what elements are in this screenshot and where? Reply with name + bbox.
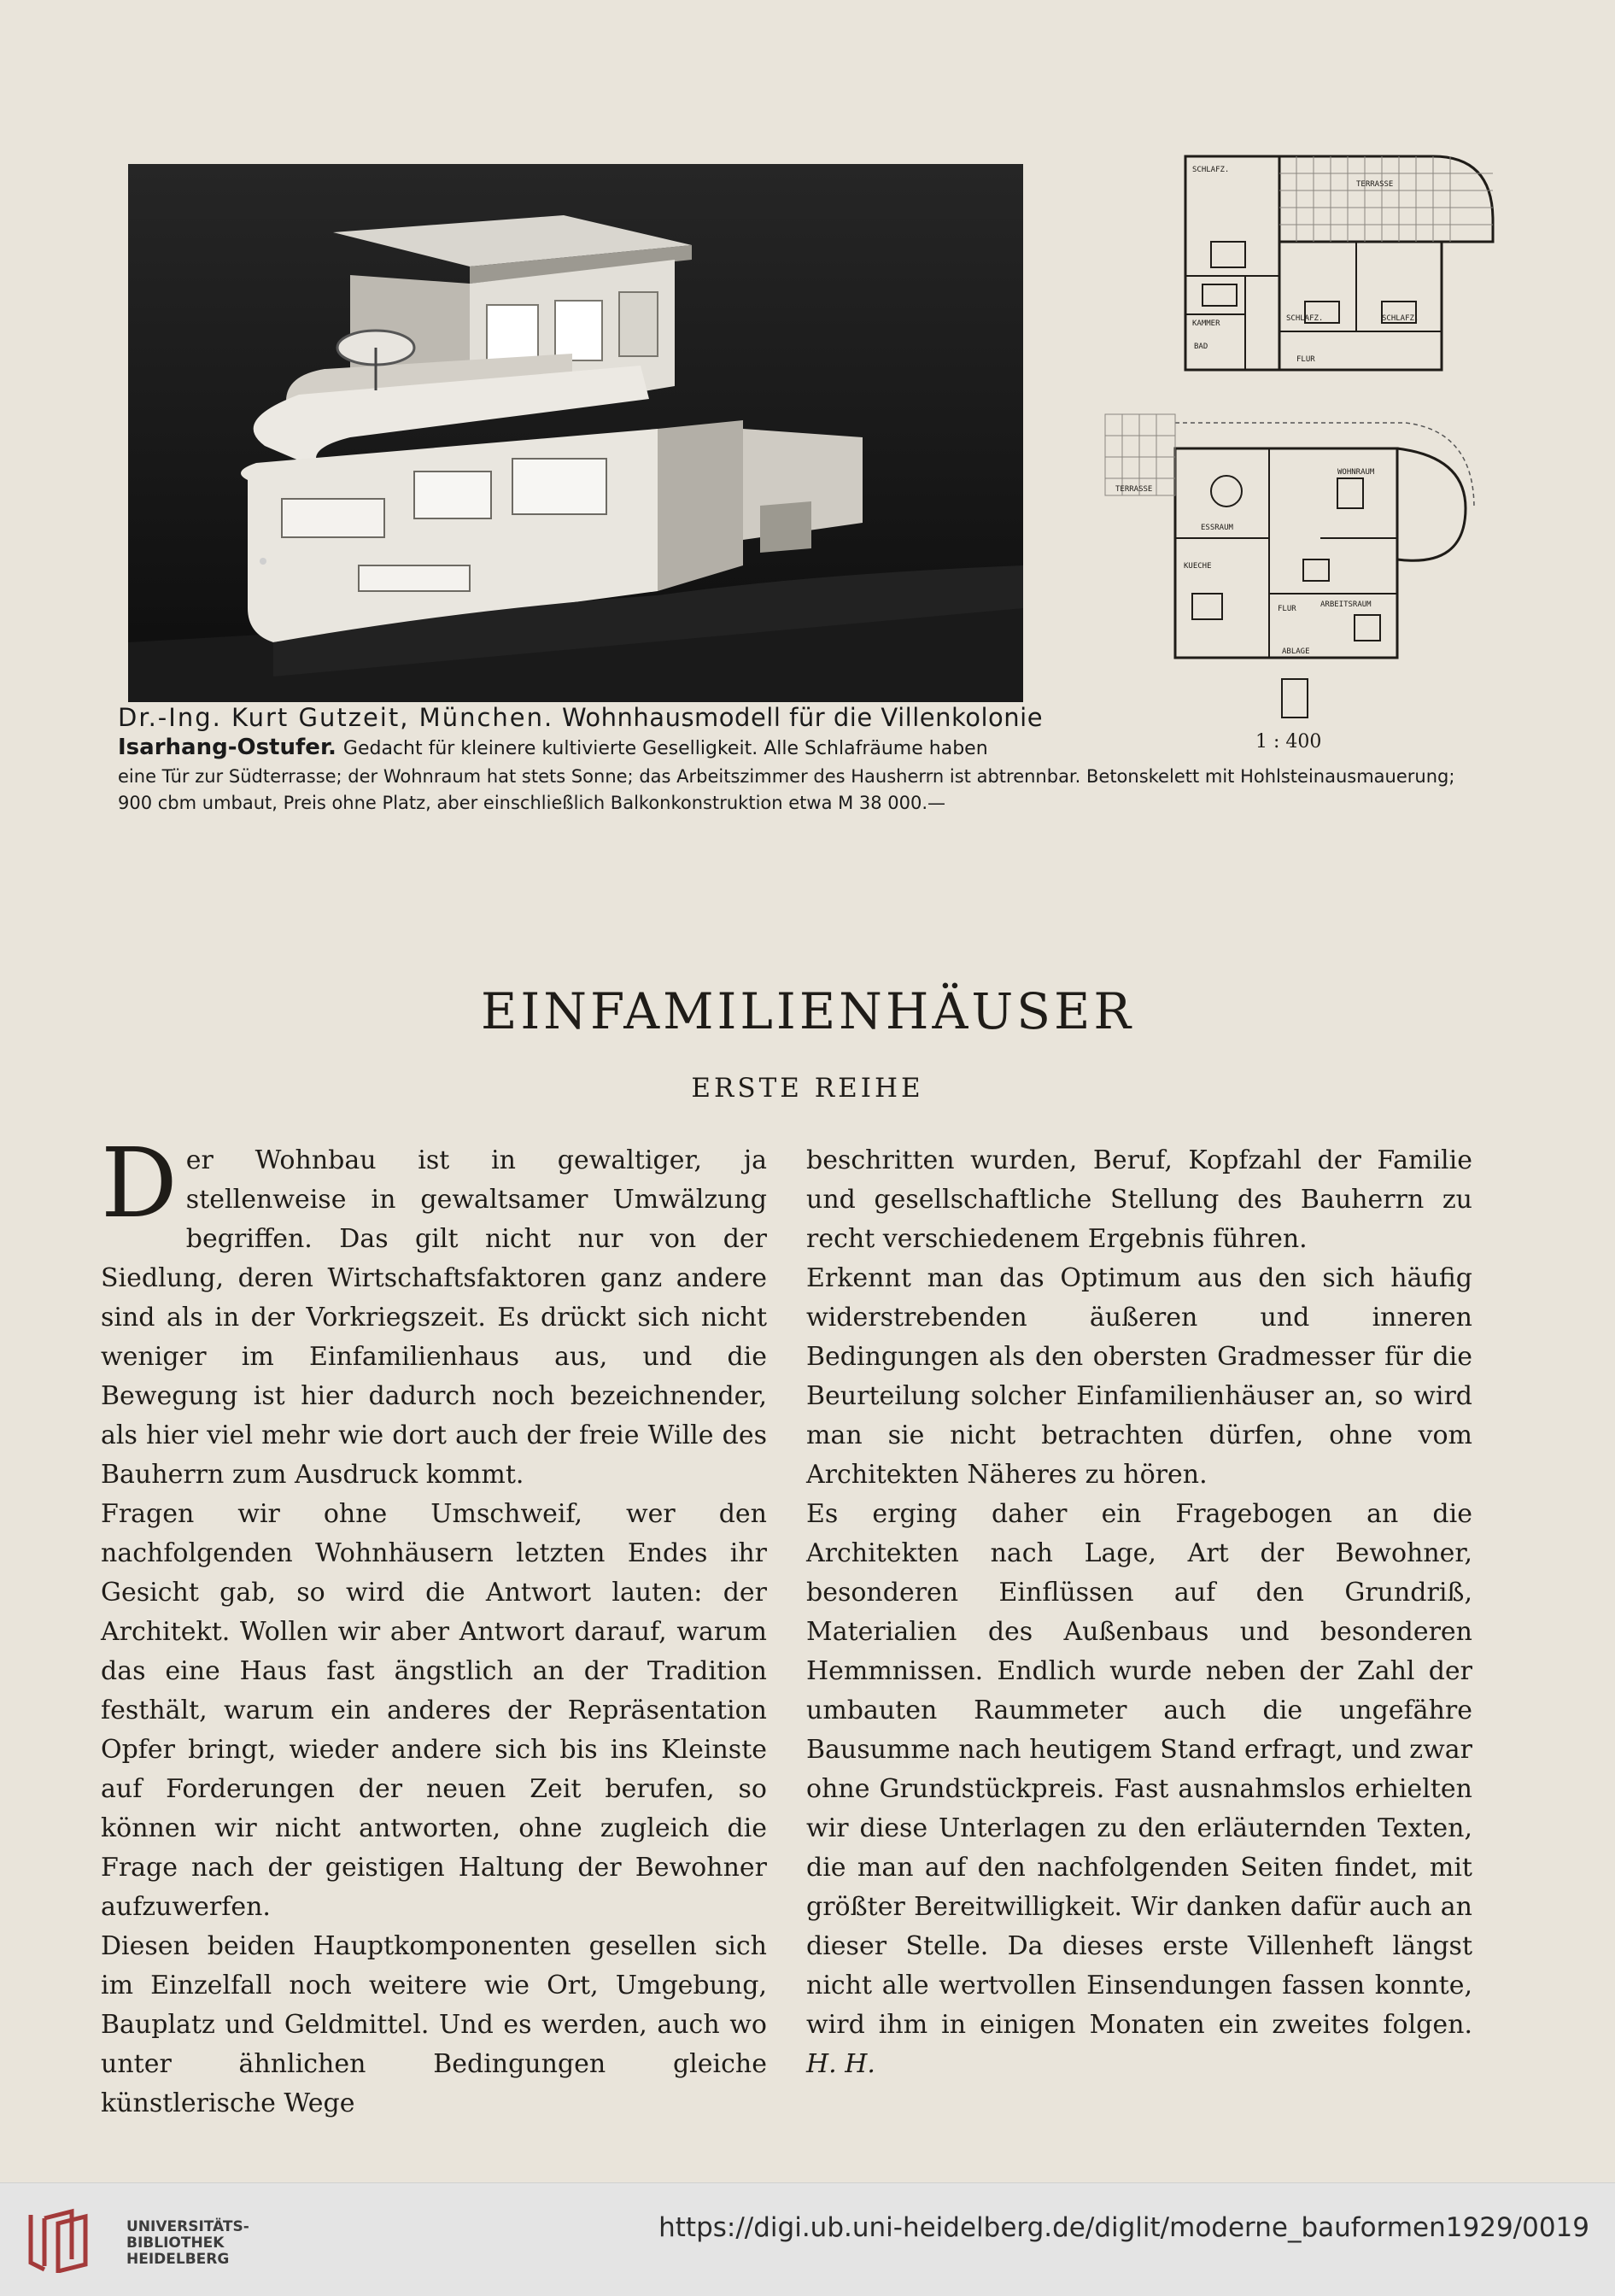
caption-line-2 <box>118 733 1484 764</box>
paragraph <box>101 1128 767 1495</box>
paragraph-text: er Wohnbau ist in gewaltiger, ja stellenweise in gewaltsamer Umwälzung begriffen. Das gilt nicht nur von der Siedlung, deren Wirtschaftsfaktoren ganz andere sind als in der Vorkriegszeit. Es drückt sich nicht weniger im Einfamilienhaus aus, und die Bewegung ist hier dadurch noch bezeichnender, als hier viel mehr wie dort auch der freie Wille des Bauherrn zum Ausdruck kommt. <box>101 1145 767 1490</box>
source-url[interactable]: https://digi.ub.uni-heidelberg.de/diglit/moderne_bauformen1929/0019 <box>658 2212 1589 2243</box>
svg-text:KAMMER: KAMMER <box>1192 319 1220 328</box>
upper-floor-plan <box>1177 139 1500 380</box>
svg-text:TERRASSE: TERRASSE <box>1115 485 1153 494</box>
ground-floor-plan <box>1098 397 1479 719</box>
svg-text:FLUR: FLUR <box>1278 605 1296 613</box>
paragraph: Erkennt man das Optimum aus den sich häufig widerstrebenden äußeren und inneren Bedingungen als den obersten Gradmesser für die Beurteilung solcher Einfamilienhäuser an, so wird man sie nicht betrachten dürfen, ohne vom Architekten Näheres zu hören. <box>806 1263 1472 1490</box>
paragraph: Fragen wir ohne Umschweif, wer den nachfolgenden Wohnhäusern letzten Endes ihr Gesicht gab, so wird die Antwort lauten: der Architekt. Wollen wir aber Antwort darauf, warum das eine Haus fast ängstlich an der Tradition festhält, warum ein anderes der Repräsentation Opfer bringt, wieder andere sich bis ins Kleinste auf Forderungen der neuen Zeit berufen, so können wir nicht antworten, ohne zugleich die Frage nach der geistigen Haltung der Bewohner aufzuwerfen. <box>101 1499 767 1922</box>
svg-text:SCHLAFZ.: SCHLAFZ. <box>1286 314 1324 323</box>
svg-text:TERRASSE: TERRASSE <box>1356 180 1394 189</box>
caption-line-1 <box>118 702 1484 733</box>
text-column-right <box>806 1141 1472 2084</box>
drop-cap: D <box>101 1128 178 1239</box>
svg-text:FLUR: FLUR <box>1296 355 1315 364</box>
library-logo-icon <box>26 2206 94 2273</box>
library-name-line: HEIDELBERG <box>126 2251 230 2268</box>
caption-paragraph: eine Tür zur Südterrasse; der Wohnraum hat stets Sonne; das Arbeitszimmer des Hausherrn ist abtrennbar. Betonskelett mit Hohlsteinausmauerung; 900 cbm umbaut, Preis ohne Platz, aber einschließlich Balkonkonstruktion etwa M 38 000.— <box>118 766 1455 813</box>
text-column-left <box>101 1128 767 2123</box>
svg-text:SCHLAFZ.: SCHLAFZ. <box>1382 314 1419 323</box>
svg-text:KUECHE: KUECHE <box>1184 562 1212 571</box>
figure-caption <box>118 702 1484 817</box>
svg-text:SCHLAFZ.: SCHLAFZ. <box>1192 166 1230 174</box>
library-name-line: UNIVERSITÄTS- <box>126 2218 249 2235</box>
caption-place: Isarhang-Ostufer. <box>118 735 336 760</box>
paragraph <box>806 1495 1472 2084</box>
page-title: EINFAMILIENHÄUSER <box>481 982 1134 1040</box>
svg-text:ABLAGE: ABLAGE <box>1282 647 1310 656</box>
house-model-photo <box>128 164 1023 702</box>
paragraph: beschritten wurden, Beruf, Kopfzahl der Familie und gesellschaftliche Stellung des Bauherrn zu recht verschiedenem Ergebnis führen. <box>806 1145 1472 1254</box>
svg-text:BAD: BAD <box>1194 343 1208 351</box>
library-name <box>126 2219 249 2268</box>
page-subtitle: ERSTE REIHE <box>691 1073 924 1104</box>
svg-text:ESSRAUM: ESSRAUM <box>1201 524 1233 532</box>
paragraph-text: Es erging daher ein Fragebogen an die Architekten nach Lage, Art der Bewohner, besonderen Einflüssen auf den Grundriß, Materialien des Außenbaus und besonderen Hemmnissen. Endlich wurde neben der Zahl der umbauten Raummeter auch die ungefähre Bausumme nach heutigem Stand erfragt, und zwar ohne Grundstückpreis. Fast ausnahmslos erhielten wir diese Unterlagen zu den erläuternden Texten, die man auf den nachfolgenden Seiten findet, mit größter Bereitwilligkeit. Wir danken dafür auch an dieser Stelle. Da dieses erste Villenheft längst nicht alle wertvollen Einsendungen fassen konnte, wird ihm in einigen Monaten ein zweites folgen. <box>806 1499 1472 2040</box>
svg-text:ARBEITSRAUM: ARBEITSRAUM <box>1320 600 1372 609</box>
paragraph: Diesen beiden Hauptkomponenten gesellen sich im Einzelfall noch weitere wie Ort, Umgebung, Bauplatz und Geldmittel. Und es werden, auch wo unter ähnlichen Bedingungen gleiche künstlerische Wege <box>101 1931 767 2118</box>
plan-scale: 1 : 400 <box>1255 731 1322 753</box>
library-name-line: BIBLIOTHEK <box>126 2234 225 2252</box>
caption-title: Wohnhausmodell für die Villenkolonie <box>561 703 1044 732</box>
caption-author: Dr.-Ing. Kurt Gutzeit, München. <box>118 703 554 732</box>
svg-text:WOHNRAUM: WOHNRAUM <box>1337 468 1375 477</box>
caption-description: Gedacht für kleinere kultivierte Geselligkeit. Alle Schlafräume haben <box>342 738 988 759</box>
author-signature: H. H. <box>806 2049 875 2079</box>
